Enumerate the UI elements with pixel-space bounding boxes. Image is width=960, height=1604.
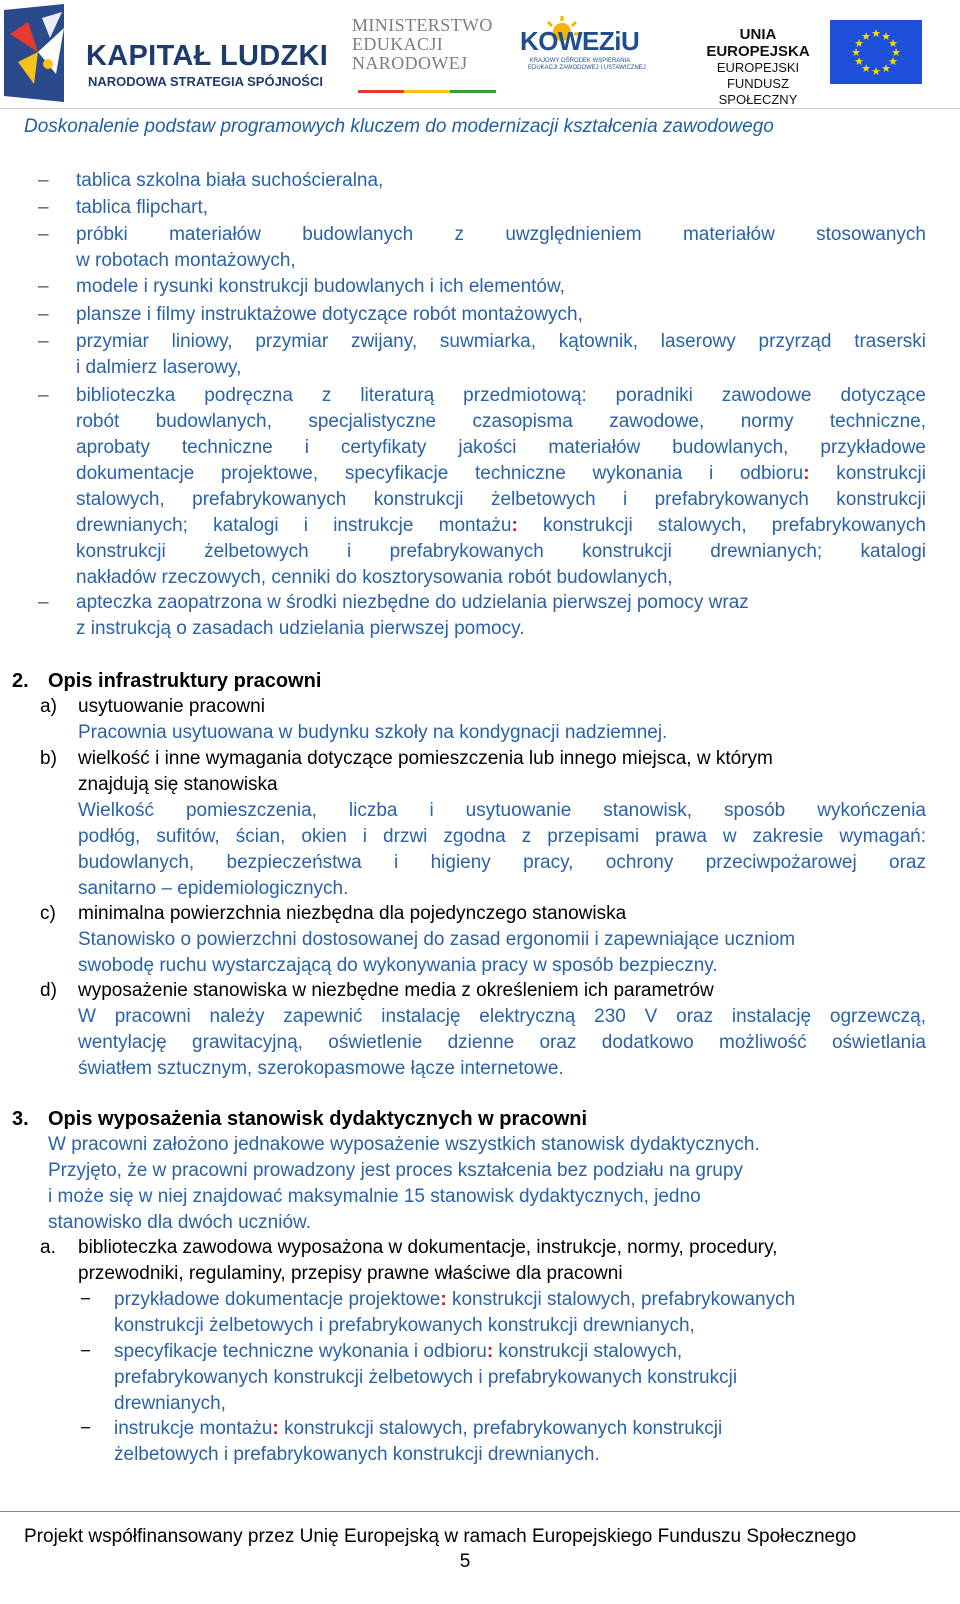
list-item xyxy=(38,274,926,300)
subsection-label: usytuowanie pracowni xyxy=(78,696,265,717)
subsection-marker: a) xyxy=(40,696,57,717)
section-title: Opis infrastruktury pracowni xyxy=(48,670,322,692)
list-dash: – xyxy=(38,592,49,613)
list-item xyxy=(38,590,926,642)
section-number: 2. xyxy=(12,670,29,692)
subsection-label: minimalna powierzchnia niezbędna dla pojedynczego stanowiska xyxy=(78,903,627,924)
list-item-line: tablica szkolna biała suchościeralna, xyxy=(76,170,384,191)
men-color-bar xyxy=(358,80,498,83)
sub-list-line: instrukcje montażu: konstrukcji stalowych, prefabrykowanych konstrukcji xyxy=(114,1418,723,1439)
list-item-line: stalowych, prefabrykowanych konstrukcji żelbetowych i prefabrykowanych konstrukcji xyxy=(76,489,926,510)
sub-list-line: przykładowe dokumentacje projektowe: konstrukcji stalowych, prefabrykowanych xyxy=(114,1289,796,1310)
list-item xyxy=(38,302,926,328)
header-divider xyxy=(0,108,960,109)
eu-logo-line-1: UNIA EUROPEJSKA xyxy=(706,26,810,60)
eu-logo-text xyxy=(690,26,826,108)
list-item-line: próbki materiałów budowlanych z uwzględnieniem materiałów stosowanych xyxy=(76,224,926,245)
page-number: 5 xyxy=(459,1551,471,1572)
svg-text:★: ★ xyxy=(891,46,901,59)
list-item xyxy=(38,383,926,591)
list-dash: – xyxy=(38,304,49,325)
list-dash: – xyxy=(38,276,49,297)
subsection-text-line: Stanowisko o powierzchni dostosowanej do zasad ergonomii i zapewniające uczniom xyxy=(78,929,796,950)
intro-line: W pracowni założono jednakowe wyposażenie wszystkich stanowisk dydaktycznych. xyxy=(48,1134,760,1155)
sub-list-dash: − xyxy=(80,1289,92,1310)
list-item-line: konstrukcji żelbetowych i prefabrykowanych konstrukcji drewnianych; katalogi xyxy=(76,541,926,562)
svg-text:★: ★ xyxy=(888,37,898,50)
list-item-line: drewnianych; katalogi i instrukcje montażu: konstrukcji stalowych, prefabrykowanych xyxy=(76,515,926,536)
red-colon: : xyxy=(511,515,518,536)
sub-list-dash: − xyxy=(80,1341,92,1362)
men-line-3: NARODOWEJ xyxy=(352,53,468,73)
section-title: Opis wyposażenia stanowisk dydaktycznych w pracowni xyxy=(48,1108,588,1130)
list-dash: – xyxy=(38,224,49,245)
red-colon: : xyxy=(803,463,810,484)
subsection-marker: c) xyxy=(40,903,56,924)
sub-list-dash: − xyxy=(80,1418,92,1439)
svg-text:★: ★ xyxy=(854,37,864,50)
subsection-marker: a. xyxy=(40,1237,56,1258)
list-item-line: dokumentacje projektowe, specyfikacje techniczne wykonania i odbioru: konstrukcji xyxy=(76,463,926,484)
subsection-text-line: W pracowni należy zapewnić instalację elektryczną 230 V oraz instalację ogrzewczą, xyxy=(78,1006,926,1027)
intro-line: Przyjęto, że w pracowni prowadzony jest proces kształcenia bez podziału na grupy xyxy=(48,1160,743,1181)
kapital-ludzki-subtitle: NARODOWA STRATEGIA SPÓJNOŚCI xyxy=(88,74,323,89)
kapital-ludzki-title: KAPITAŁ LUDZKI xyxy=(86,40,329,72)
red-colon: : xyxy=(272,1418,279,1439)
red-colon: : xyxy=(486,1341,494,1362)
kapital-ludzki-emblem-icon xyxy=(4,4,80,102)
koweziu-subtitle-line-2: EDUKACJI ZAWODOWEJ I USTAWICZNEJ xyxy=(528,65,646,71)
svg-text:★: ★ xyxy=(851,46,861,59)
subsection-marker: b) xyxy=(40,748,57,769)
list-item-line: biblioteczka podręczna z literaturą przedmiotową: poradniki zawodowe dotyczące xyxy=(76,385,926,406)
eu-logo-line-3: FUNDUSZ SPOŁECZNY xyxy=(718,76,798,107)
list-item xyxy=(38,195,926,221)
footer-text: Projekt współfinansowany przez Unię Europejską w ramach Europejskiego Funduszu Społecznego xyxy=(24,1526,857,1547)
subsection-label: wielkość i inne wymagania dotyczące pomieszczenia lub innego miejsca, w którym xyxy=(78,748,773,769)
subsection-c xyxy=(40,901,926,979)
sub-list-line: żelbetowych i prefabrykowanych konstrukcji drewnianych. xyxy=(114,1444,600,1465)
subsection-a xyxy=(40,694,926,746)
list-item xyxy=(38,168,926,194)
eu-flag-icon xyxy=(830,20,922,84)
svg-text:★: ★ xyxy=(881,30,891,43)
koweziu-subtitle-line-1: KRAJOWY OŚRODEK WSPIERANIA xyxy=(529,58,631,64)
sub-list-item xyxy=(80,1416,926,1468)
list-item-line: nakładów rzeczowych, cenniki do kosztorysowania robót budowlanych, xyxy=(76,567,673,588)
list-dash: – xyxy=(38,385,49,406)
sub-list-line: drewnianych, xyxy=(114,1393,226,1414)
section-number: 3. xyxy=(12,1108,29,1130)
sub-list-item xyxy=(80,1339,926,1417)
list-item-line: plansze i filmy instruktażowe dotyczące robót montażowych, xyxy=(76,304,583,325)
sub-list-item xyxy=(80,1287,926,1339)
subsection-b xyxy=(40,746,926,902)
list-item-line: w robotach montażowych, xyxy=(76,250,296,271)
subsection-label: biblioteczka zawodowa wyposażona w dokumentacje, instrukcje, normy, procedury, xyxy=(78,1237,778,1258)
svg-text:★: ★ xyxy=(871,65,881,78)
intro-line: i może się w niej znajdować maksymalnie 15 stanowisk dydaktycznych, jedno xyxy=(48,1186,701,1207)
kapital-ludzki-logo xyxy=(4,4,329,104)
koweziu-subtitle xyxy=(528,58,646,72)
ministerstwo-logo xyxy=(352,16,502,86)
svg-text:★: ★ xyxy=(871,27,881,40)
list-item-line: przymiar liniowy, przymiar zwijany, suwmiarka, kątownik, laserowy przyrząd traserski xyxy=(76,331,926,352)
red-colon: : xyxy=(440,1289,447,1310)
subsection-text-line: budowlanych, bezpieczeństwa i higieny pracy, ochrony przeciwpożarowej oraz xyxy=(78,852,926,873)
subsection-d xyxy=(40,978,926,1082)
list-item xyxy=(38,329,926,381)
eu-stars-icon xyxy=(830,20,922,84)
svg-text:★: ★ xyxy=(881,62,891,75)
koweziu-logo xyxy=(520,14,646,84)
list-item-line: aprobaty techniczne i certyfikaty jakości materiałów budowlanych, przykładowe xyxy=(76,437,926,458)
list-item xyxy=(38,222,926,274)
svg-text:★: ★ xyxy=(861,30,871,43)
logo-header xyxy=(0,0,960,110)
list-item-line: z instrukcją o zasadach udzielania pierwszej pomocy. xyxy=(76,618,525,639)
men-line-1: MINISTERSTWO xyxy=(352,15,493,35)
subsection-text-line: wentylację grawitacyjną, oświetlenie dzienne oraz dodatkowo możliwość oświetlania xyxy=(78,1032,926,1053)
sub-list-line: konstrukcji żelbetowych i prefabrykowanych konstrukcji drewnianych, xyxy=(114,1315,695,1336)
list-item-line: modele i rysunki konstrukcji budowlanych i ich elementów, xyxy=(76,276,565,297)
list-dash: – xyxy=(38,170,49,191)
list-item-line: tablica flipchart, xyxy=(76,197,209,218)
eu-logo xyxy=(690,20,940,107)
subsection-label: przewodniki, regulaminy, przepisy prawne właściwe dla pracowni xyxy=(78,1263,623,1284)
sub-list-line: specyfikacje techniczne wykonania i odbioru: konstrukcji stalowych, xyxy=(114,1341,683,1362)
document-title: Doskonalenie podstaw programowych kluczem do modernizacji kształcenia zawodowego xyxy=(24,116,774,137)
subsection-text-line: podłóg, sufitów, ścian, okien i drzwi zgodna z przepisami prawa w zakresie wymagań: xyxy=(78,826,926,847)
eu-logo-line-2: EUROPEJSKI xyxy=(716,60,800,75)
svg-text:★: ★ xyxy=(861,62,871,75)
list-item-line: robót budowlanych, specjalistyczne czasopisma zawodowe, normy techniczne, xyxy=(76,411,926,432)
list-item-line: i dalmierz laserowy, xyxy=(76,357,242,378)
subsection-text-line: sanitarno – epidemiologicznych. xyxy=(78,878,349,899)
svg-text:★: ★ xyxy=(854,55,864,68)
subsection-label: znajdują się stanowiska xyxy=(78,774,278,795)
koweziu-title: KOWEZiU xyxy=(520,26,640,56)
list-dash: – xyxy=(38,197,49,218)
subsection-text: Pracownia usytuowana w budynku szkoły na kondygnacji nadziemnej. xyxy=(78,722,668,743)
subsection-text-line: swobodę ruchu wystarczającą do wykonywania pracy w sposób bezpieczny. xyxy=(78,955,718,976)
subsection-label: wyposażenie stanowiska w niezbędne media z określeniem ich parametrów xyxy=(78,980,714,1001)
footer-divider xyxy=(0,1511,960,1512)
intro-line: stanowisko dla dwóch uczniów. xyxy=(48,1212,311,1233)
sub-list-line: prefabrykowanych konstrukcji żelbetowych i prefabrykowanych konstrukcji xyxy=(114,1367,738,1388)
subsection-text-line: Wielkość pomieszczenia, liczba i usytuowanie stanowisk, sposób wykończenia xyxy=(78,800,926,821)
section-3-intro xyxy=(48,1132,928,1236)
subsection-a xyxy=(40,1235,926,1287)
list-dash: – xyxy=(38,331,49,352)
svg-text:★: ★ xyxy=(888,55,898,68)
list-item-line: apteczka zaopatrzona w środki niezbędne do udzielania pierwszej pomocy wraz xyxy=(76,592,749,613)
men-line-2: EDUKACJI xyxy=(352,34,444,54)
subsection-text-line: światłem sztucznym, szerokopasmowe łącze internetowe. xyxy=(78,1058,564,1079)
subsection-marker: d) xyxy=(40,980,57,1001)
